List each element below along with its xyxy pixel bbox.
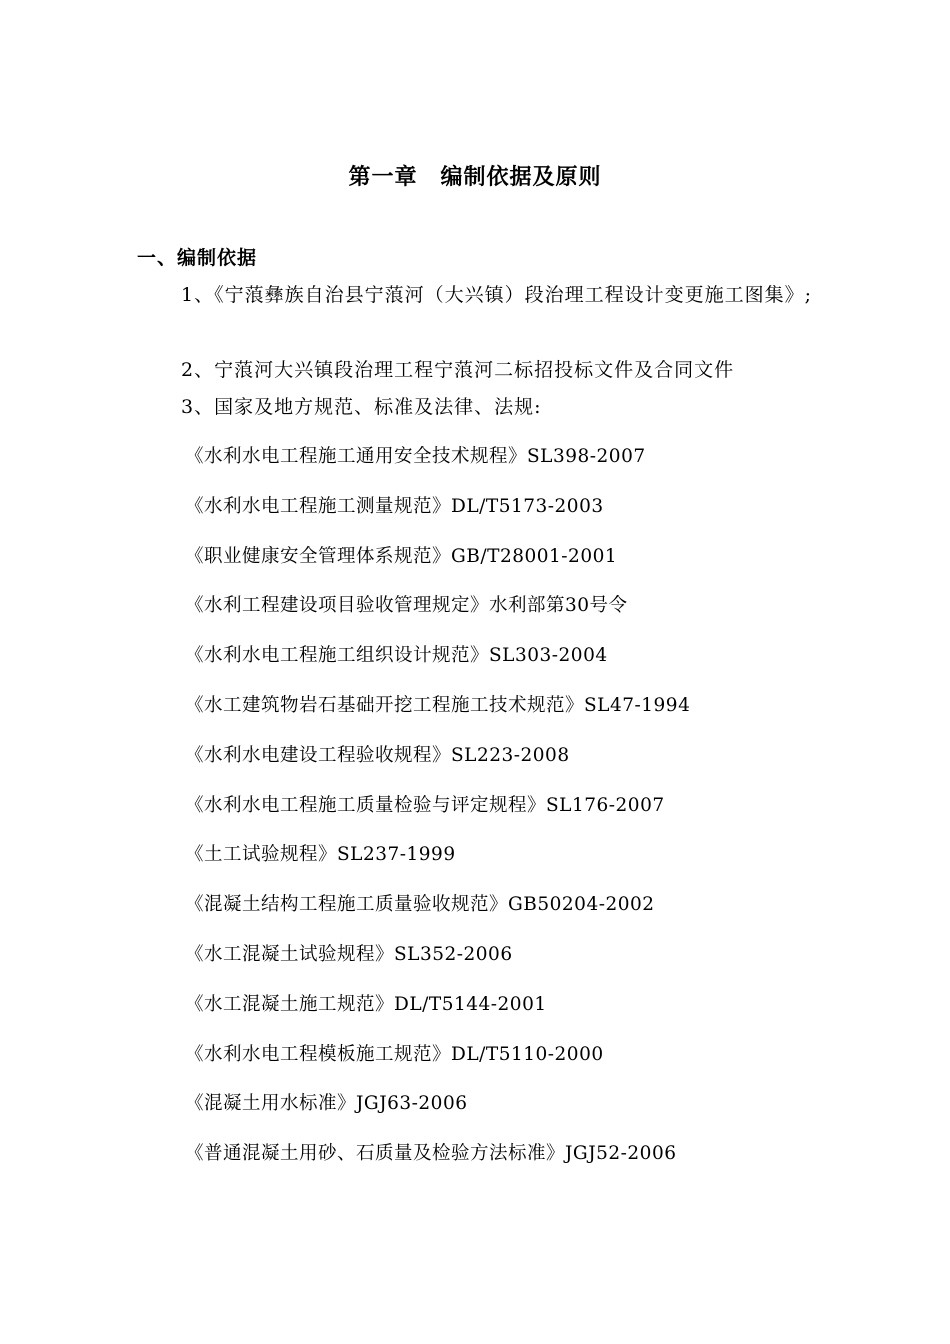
standard-item: 《水工混凝土施工规范》DL/T5144-2001 <box>185 993 547 1015</box>
basis-item-3: 3、国家及地方规范、标准及法律、法规: <box>181 396 542 418</box>
section-heading: 一、编制依据 <box>137 247 258 269</box>
chapter-title: 第一章 编制依据及原则 <box>348 165 602 190</box>
standard-item: 《水利水电工程施工通用安全技术规程》SL398-2007 <box>185 446 646 467</box>
standard-item: 《水利水电工程施工质量检验与评定规程》SL176-2007 <box>185 794 665 816</box>
standard-item: 《水利水电工程施工测量规范》DL/T5173-2003 <box>185 495 604 517</box>
standard-item: 《水工建筑物岩石基础开挖工程施工技术规范》SL47-1994 <box>185 694 691 716</box>
basis-item-2: 2、宁蒗河大兴镇段治理工程宁蒗河二标招投标文件及合同文件 <box>181 359 735 381</box>
standard-item: 《水利水电工程模板施工规范》DL/T5110-2000 <box>185 1043 604 1065</box>
basis-item-1: 1、《宁蒗彝族自治县宁蒗河（大兴镇）段治理工程设计变更施工图集》; <box>181 284 812 306</box>
standard-item: 《水工混凝土试验规程》SL352-2006 <box>185 943 513 965</box>
standard-item: 《普通混凝土用砂、石质量及检验方法标准》JGJ52-2006 <box>185 1143 677 1165</box>
standard-item: 《水利工程建设项目验收管理规定》水利部第30号令 <box>185 595 628 617</box>
standard-item: 《职业健康安全管理体系规范》GB/T28001-2001 <box>185 545 618 567</box>
standard-item: 《混凝土用水标准》JGJ63-2006 <box>185 1093 468 1115</box>
standards-list <box>185 441 690 1188</box>
standard-item: 《水利水电建设工程验收规程》SL223-2008 <box>185 744 570 766</box>
standard-item: 《土工试验规程》SL237-1999 <box>185 844 456 866</box>
standard-item: 《混凝土结构工程施工质量验收规范》GB50204-2002 <box>185 894 655 916</box>
standard-item: 《水利水电工程施工组织设计规范》SL303-2004 <box>185 645 608 667</box>
